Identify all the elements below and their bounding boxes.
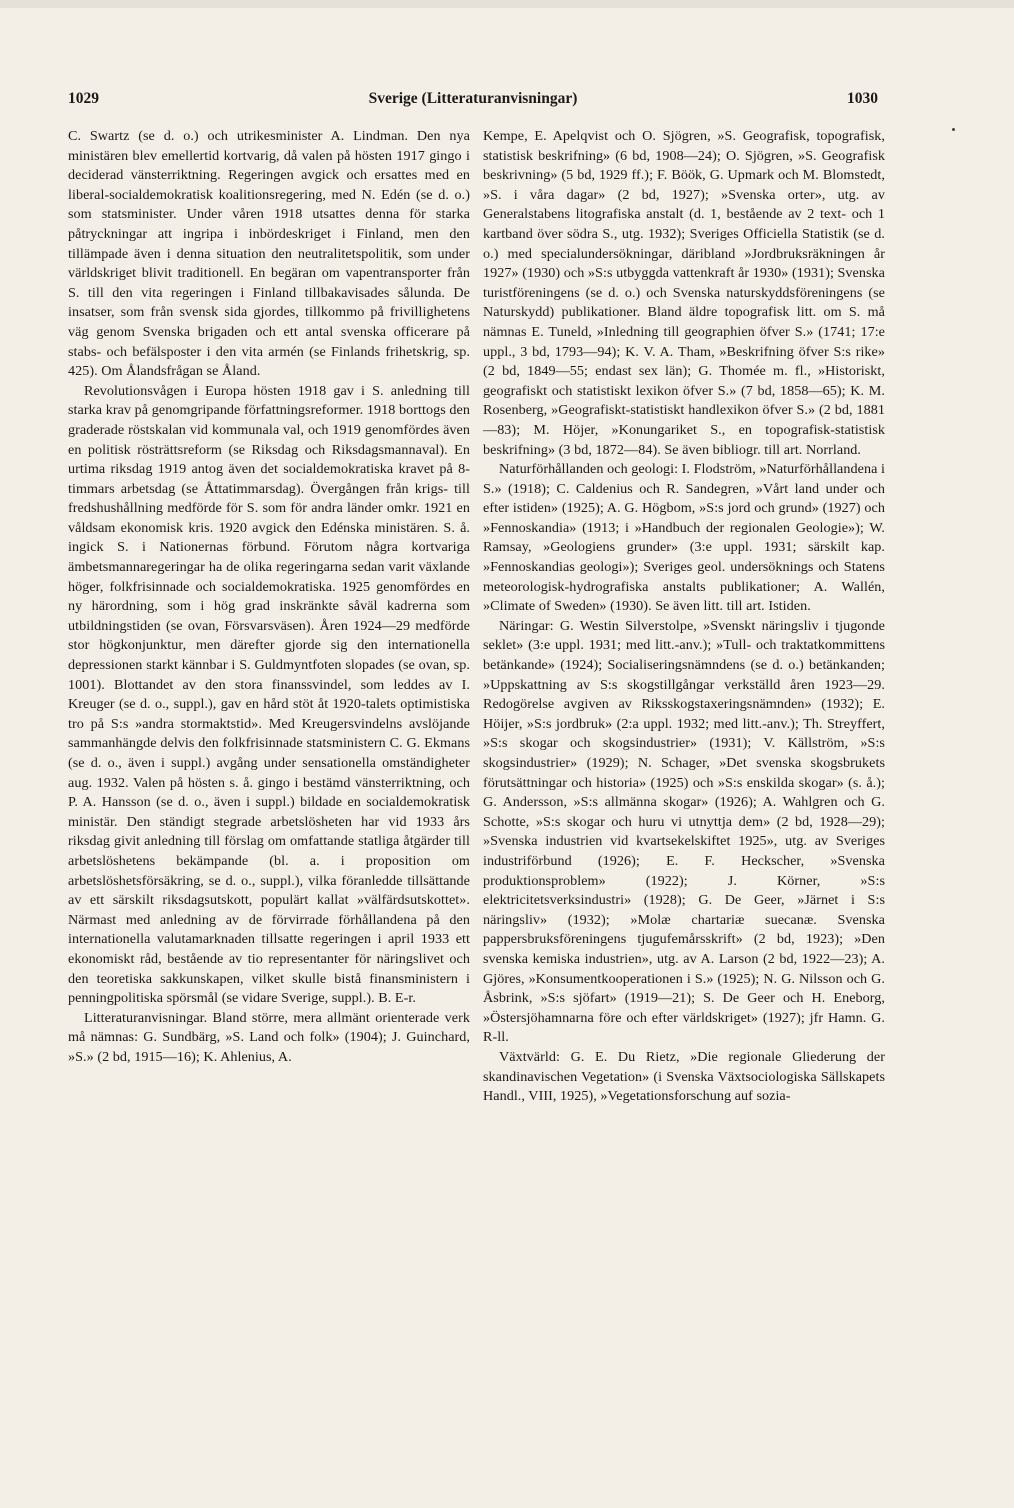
paragraph: C. Swartz (se d. o.) och utrikesminister A. Lindman. Den nya ministären blev emellertid kortvarig, då valen på hösten 1917 gingo i deciderad vänsterriktning. Regeringen avgick och ersattes med en liberal-socialdemokratisk koalitionsregering, med N. Edén (se d. o.) som statsminister. Under våren 1918 utsattes denna för starka påtryckningar att ingripa i inbördeskriget i Finland, men den tillämpade även i denna situation den neutralitetspolitik, som under världskriget blivit traditionell. En begäran om vapentransporter från S. till den vita regeringen i Finland tillbakavisades sålunda. De insatser, som från svensk sida gjordes, tillkommo på frivillighetens väg genom Svenska brigaden och ett antal svenska officerare på stabs- och befälsposter i den vita armén (se Finlands frihetskrig, sp. 425). Om Ålandsfrågan se Åland. xyxy=(68,128,470,380)
paragraph: Kempe, E. Apelqvist och O. Sjögren, »S. Geografisk, topografisk, statistisk beskrifning» (6 bd, 1908—24); O. Sjögren, »S. Geografisk beskrivning» (5 bd, 1929 ff.); F. Böök, G. Upmark och M. Blomstedt, »S. i våra dagar» (2 bd, 1927); »Svenska orter», utg. av Generalstabens litografiska anstalt (d. 1, bestående av 2 text- och 1 kartband över södra S., utg. 1932); Sveriges Officiella Statistik (se d. o.) med specialundersökningar, däribland »Jordbruksräkningen år 1927» (1930) och »S:s utbyggda vattenkraft år 1930» (1931); Svenska turistföreningens (se d. o.) och Svenska naturskyddsföreningens (se Naturskydd) publikationer. Bland äldre topografisk litt. om S. må nämnas E. Tuneld, »Inledning till geographien öfver S.» (1741; 17:e uppl., 3 bd, 1793—94); K. V. A. Tham, »Beskrifning öfver S:s rike» (2 bd, 1849—55; endast sex län); G. Thomée m. fl., »Historiskt, geografiskt och statistiskt lexikon öfver S.» (7 bd, 1858—65); K. M. Rosenberg, »Geografiskt-statistiskt handlexikon öfver S.» (2 bd, 1881—83); M. Höjer, »Konungariket S., en topografisk-statistisk beskrifning» (3 bd, 1872—84). Se även bibliogr. till art. Norrland. xyxy=(483,128,885,458)
paragraph: Revolutionsvågen i Europa hösten 1918 gav i S. anledning till starka krav på genomgripande författningsreformer. 1918 borttogs den graderade röstskalan vid kommunala val, och 1919 genomfördes även en politisk rösträttsreform (se Riksdag och Riksdagsmannaval). En urtima riksdag 1919 antog även det socialdemokratiska kravet på 8-timmars arbetsdag (se Åttatimmarsdag). Övergången från krigs- till fredshushållning medförde för S. som för andra länder omkr. 1921 en våldsam ekonomisk kris. 1920 avgick den Edénska ministären. S. å. ingick S. i Nationernas förbund. Förutom några kortvariga ämbetsmannaregeringar ha de olika regeringarna sedan varit växlande höger, folkfrisinnade och socialdemokratiska. 1925 genomfördes en ny härordning, som i hög grad inskränkte såväl kadrerna som utbildningstiden (se ovan, Försvarsväsen). Åren 1924—29 medförde stor högkonjunktur, men därefter gjorde sig den internationella depressionen starkt kännbar i S. Guldmyntfoten slopades (se ovan, sp. 1001). Blottandet av den stora finanssvindel, som leddes av I. Kreuger (se d. o., suppl.), gav en hård stöt åt 1920-talets optimistiska tro på S:s »andra stormaktstid». Med Kreugersvindelns avslöjande sammanhängde delvis den folkfrisinnade statsministern C. G. Ekmans (se d. o., även i suppl.) avgång under sensationella omständigheter aug. 1932. Valen på hösten s. å. gingo i bestämd vänsterriktning, och P. A. Hansson (se d. o., även i suppl.) bildade en socialdemokratisk ministär. Den ständigt stegrade arbetslösheten har vid 1933 års riksdag givit anledning till förslag om omfattande statliga åtgärder till arbetslöshetens bekämpande (bl. a. i proposition om arbetslöshetsförsäkring, se d. o., suppl.), vilka föranledde tillsättande av ett särskilt riksdagsutskott, populärt kallat »välfärdsutskottet». Närmast med anledning av de förvirrade förhållandena på den internationella valutamarknaden tillsatte regeringen i april 1933 ett ekonomiskt råd, bestående av tio representanter för näringslivet och den teoretiska sakkunskapen, vilket skulle bistå finansministern i penningpolitiska spörsmål (se vidare Sverige, suppl.). B. E-r. xyxy=(68,382,470,1007)
paragraph: Växtvärld: G. E. Du Rietz, »Die regionale Gliederung der skandinavischen Vegetation» (i Svenska Växtsociologiska Sällskapets Handl., VIII, 1925), »Vegetationsforschung auf sozia- xyxy=(483,1048,885,1105)
running-title: Sverige (Litteraturanvisningar) xyxy=(368,90,578,107)
margin-mark xyxy=(952,128,955,131)
paragraph: Naturförhållanden och geologi: I. Flodström, »Naturförhållandena i S.» (1918); C. Caldenius och R. Sandegren, »Vårt land under och efter istiden» (1925); A. G. Högbom, »S:s jord och grund» (1927) och »Fennoskandia» (1913; i »Handbuch der regionalen Geologie»); W. Ramsay, »Geologiens grunder» (3:e uppl. 1931; särskilt kap. »Fennoskandias geologi»); Sveriges geol. undersöknings och Statens meteorologisk-hydrografiska anstalts publikationer; A. Wallén, »Climate of Sweden» (1930). Se även litt. till art. Istiden. xyxy=(483,461,885,615)
page-top-edge xyxy=(0,0,1014,8)
page-header xyxy=(68,90,878,114)
paragraph: Litteraturanvisningar. Bland större, mera allmänt orienterade verk må nämnas: G. Sundbärg, »S. Land och folk» (1904); J. Guinchard, »S.» (2 bd, 1915—16); K. Ahlenius, A. xyxy=(68,1009,470,1065)
right-column xyxy=(483,127,885,1107)
page-number-right: 1030 xyxy=(847,90,878,107)
page-number-left: 1029 xyxy=(68,90,99,107)
paragraph: Näringar: G. Westin Silverstolpe, »Svenskt näringsliv i tjugonde seklet» (3:e uppl. 1931; med litt.-anv.); »Tull- och traktatkommittens betänkande» (1924); Socialiseringsnämndens (se d. o.) betänkanden; »Uppskattning av S:s skogstillgångar verkställd åren 1923—29. Redogörelse avgiven av Riksskogstaxeringsnämnden» (1932); E. Höijer, »S:s jordbruk» (2:a uppl. 1932; med litt.-anv.); Th. Streyffert, »S:s skogar och skogsindustrier» (1931); V. Källström, »S:s skogsindustrier» (1929); N. Schager, »Det svenska skogsbrukets förutsättningar och historia» (1925) och »S:s enskilda skogar» (s. å.); G. Andersson, »S:s allmänna skogar» (1926); A. Wahlgren och G. Schotte, »S:s skogar och huru vi utnyttja dem» (2 bd, 1928—29); »Svenska industrien vid kvartsekelskiftet 1925», utg. av Sveriges industriförbund (1926); E. F. Heckscher, »Svenska produktionsproblem» (1922); J. Körner, »S:s elektricitetsverksindustri» (1928); G. De Geer, »Järnet i S:s näringsliv» (1932); »Molæ chartariæ suecanæ. Svenska pappersbruksföreningens tjugufemårsskrift» (2 bd, 1923); »Den svenska kemiska industrien», utg. av A. Larson (2 bd, 1922—23); A. Gjöres, »Konsumentkooperationen i S.» (1925); N. G. Nilsson och G. Åsbrink, »S:s sjöfart» (1919—21); S. De Geer och H. Eneborg, »Östersjöhamnarna före och efter världskriget» (1927); jfr Hamn. G. R-ll. xyxy=(483,617,885,1046)
left-column xyxy=(68,127,470,1068)
